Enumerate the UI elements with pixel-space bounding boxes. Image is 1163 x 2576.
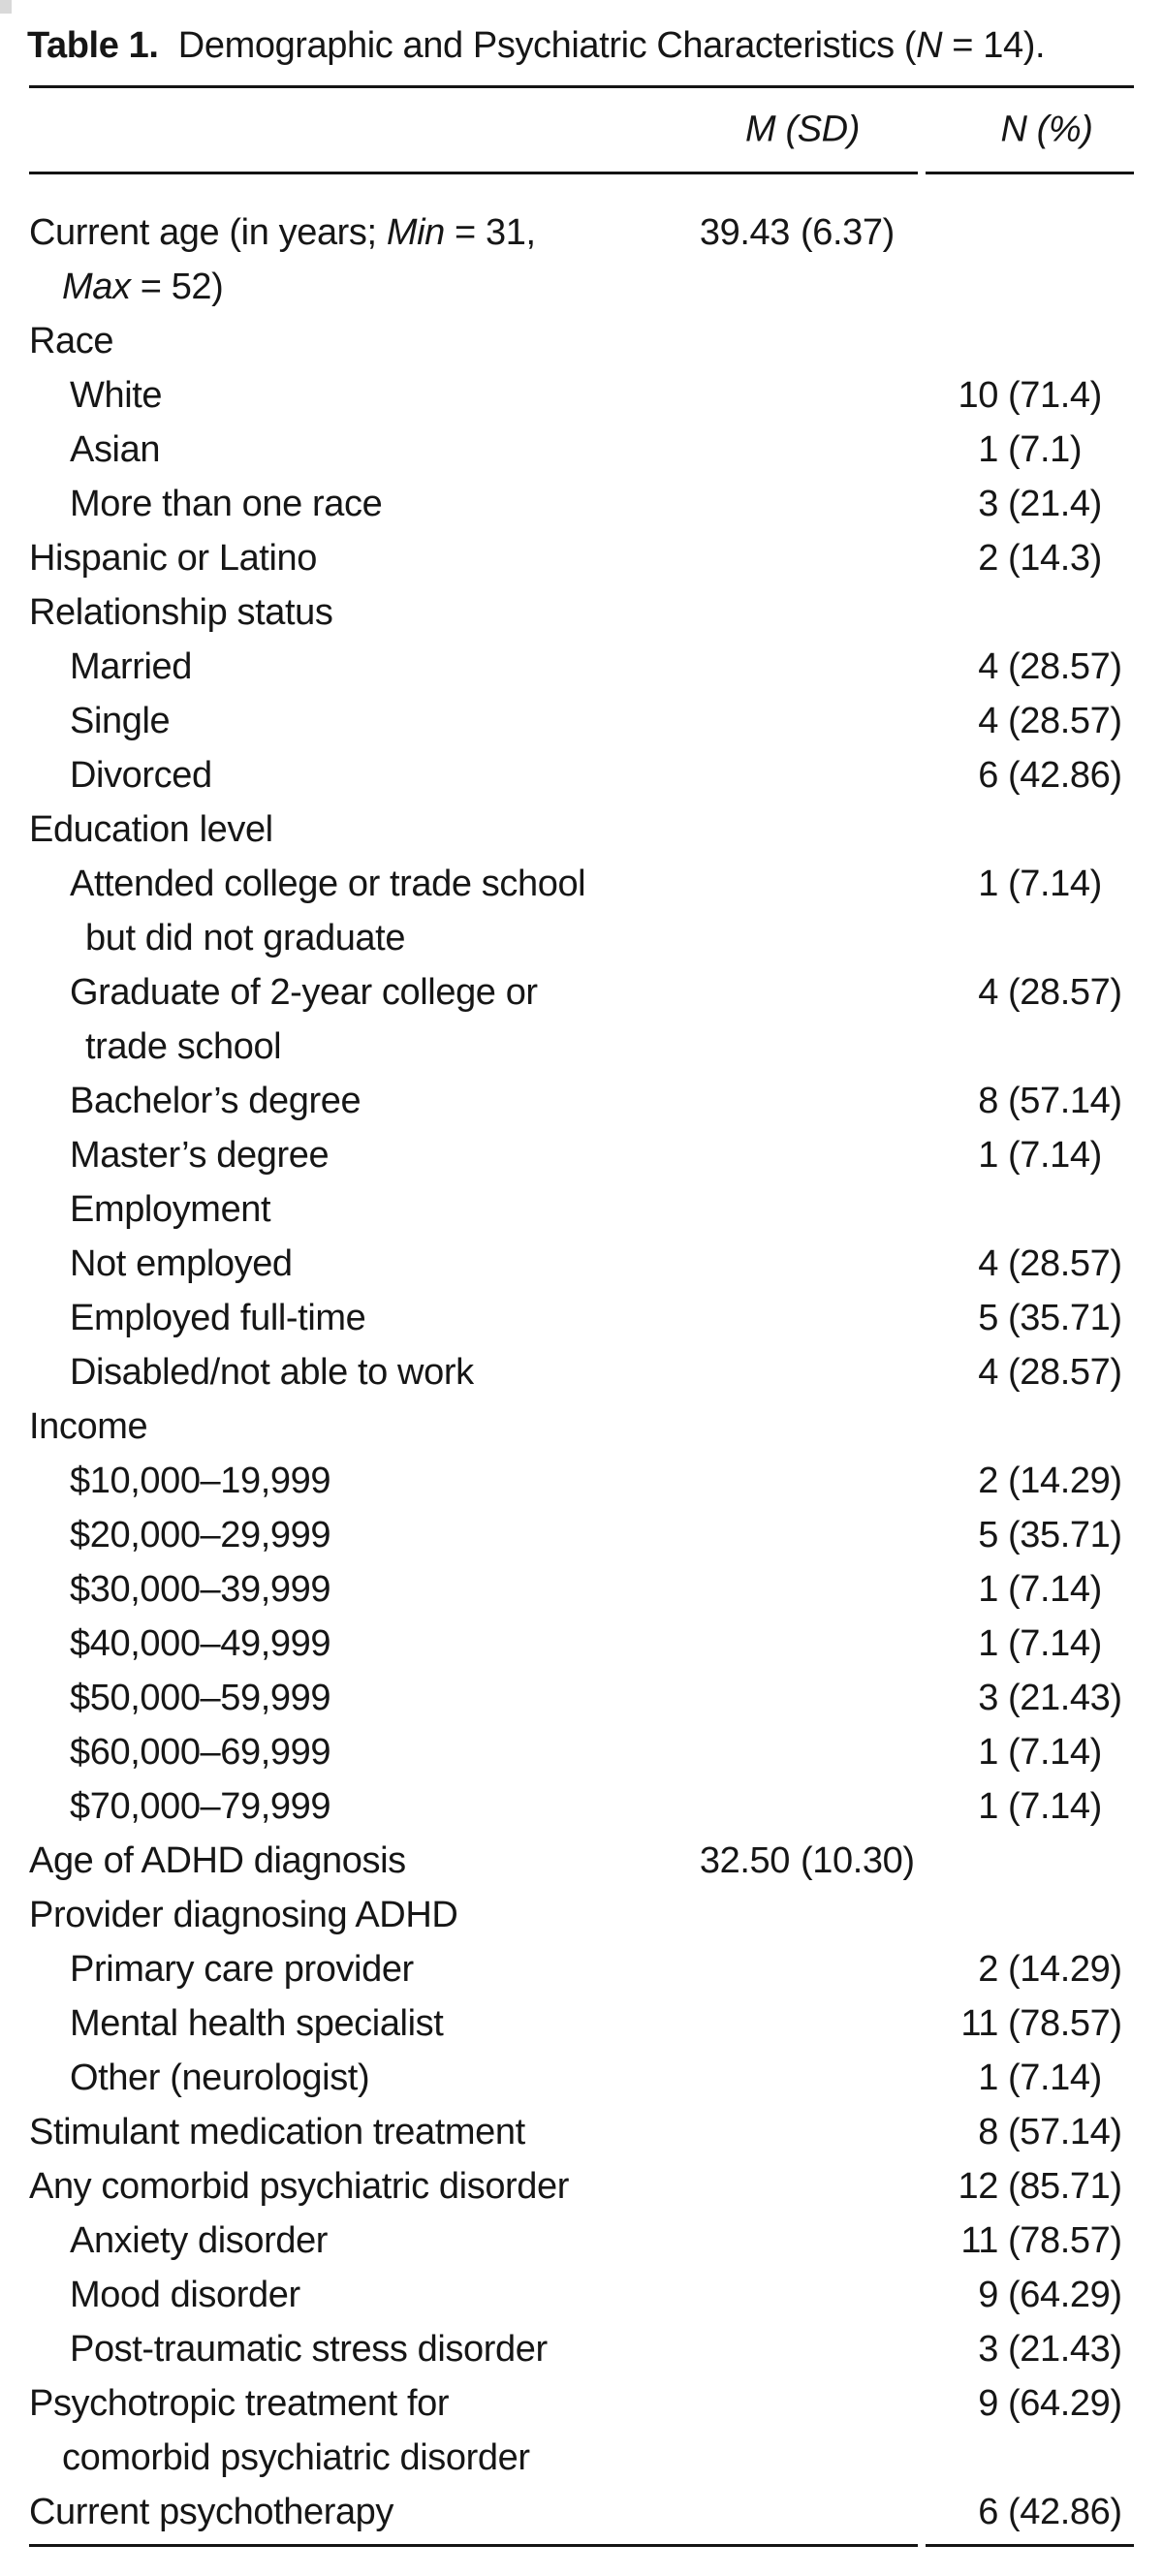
table-row: [29, 1074, 1134, 1128]
column-header-m-sd: M (SD): [745, 109, 860, 150]
m-value-number: 39.43: [699, 212, 790, 253]
table-row: [29, 1454, 1134, 1508]
header-rule-left-segment: [29, 172, 918, 174]
table-row: [29, 314, 1134, 368]
text-run: Provider diagnosing ADHD: [29, 1895, 458, 1935]
text-run: Hispanic or Latino: [29, 538, 317, 579]
table-row: [29, 2376, 1134, 2485]
row-label: [29, 205, 1134, 260]
row-label: [29, 314, 1134, 368]
n-value-paren: (64.29): [1008, 2383, 1122, 2424]
n-value-number: 11: [960, 2220, 998, 2261]
text-run: Min: [386, 212, 445, 253]
row-label: [29, 531, 1134, 585]
n-value-number: 1: [978, 1135, 998, 1176]
n-value-number: 11: [960, 2003, 998, 2044]
n-value-number: 2: [978, 538, 998, 579]
bottom-rule-right-segment: [926, 2544, 1134, 2547]
n-value-number: 9: [978, 2383, 998, 2424]
n-value-number: 1: [978, 1786, 998, 1827]
text-run: Psychotropic treatment for: [29, 2383, 450, 2424]
table-row: [29, 477, 1134, 531]
table-row: [29, 368, 1134, 423]
n-value-paren: (78.57): [1008, 2003, 1122, 2044]
table-row: [29, 2485, 1134, 2539]
n-value-paren: (85.71): [1008, 2166, 1122, 2207]
n-value-paren: (7.1): [1008, 429, 1083, 470]
text-run: comorbid psychiatric disorder: [62, 2437, 530, 2478]
text-run: Bachelor’s degree: [70, 1081, 361, 1121]
row-label: [29, 1888, 1134, 1942]
text-run: $50,000–59,999: [70, 1678, 331, 1718]
table-bottom-rule: [29, 2544, 1134, 2547]
table-row: [29, 531, 1134, 585]
text-run: Divorced: [70, 755, 212, 796]
table-row: [29, 2268, 1134, 2322]
n-value-paren: (42.86): [1008, 2492, 1122, 2532]
n-value-number: 3: [978, 2329, 998, 2370]
text-run: Post-traumatic stress disorder: [70, 2329, 548, 2370]
n-value-paren: (57.14): [1008, 2112, 1122, 2152]
table-row: [29, 1291, 1134, 1345]
table-row: [29, 2322, 1134, 2376]
table-row: [29, 1779, 1134, 1834]
text-run: but did not graduate: [85, 918, 406, 958]
n-value-number: 1: [978, 1569, 998, 1610]
bottom-rule-left-segment: [29, 2544, 918, 2547]
m-value-number: 32.50: [699, 1840, 790, 1881]
n-value-paren: (35.71): [1008, 1515, 1122, 1555]
n-value-number: 6: [978, 2492, 998, 2532]
n-value-number: 8: [978, 2112, 998, 2152]
text-run: = 31,: [444, 212, 536, 253]
row-label: [29, 748, 1134, 802]
row-label: [29, 1508, 1134, 1562]
text-run: trade school: [85, 1026, 282, 1067]
n-value-number: 5: [978, 1515, 998, 1555]
text-run: Demographic and Psychiatric Characteristics (: [158, 25, 917, 66]
table-row: [29, 1671, 1134, 1725]
n-value-paren: (7.14): [1008, 1732, 1102, 1773]
row-label: [29, 1074, 1134, 1128]
table-row: [29, 1508, 1134, 1562]
text-run: = 52): [130, 267, 224, 307]
row-label: [29, 1291, 1134, 1345]
n-value-paren: (14.29): [1008, 1949, 1122, 1990]
table-row: [29, 965, 1134, 1074]
row-label: [29, 1020, 1134, 1074]
bottom-rule-gap: [918, 2544, 926, 2547]
row-label: [29, 911, 1134, 965]
n-value-paren: (42.86): [1008, 755, 1122, 796]
text-run: Asian: [70, 429, 161, 470]
n-value-paren: (71.4): [1008, 375, 1102, 416]
text-run: Married: [70, 646, 193, 687]
header-rule-gap: [918, 172, 926, 174]
table-row: [29, 1345, 1134, 1399]
text-run: = 14).: [942, 25, 1046, 66]
table-row: [29, 2159, 1134, 2214]
text-run: Income: [29, 1406, 148, 1447]
table-row: [29, 2105, 1134, 2159]
row-label: [29, 1942, 1134, 1996]
text-run: Disabled/not able to work: [70, 1352, 474, 1393]
column-header-n-pct: N (%): [1000, 109, 1093, 150]
n-value-paren: (21.4): [1008, 484, 1102, 524]
n-value-number: 1: [978, 864, 998, 904]
n-value-number: 3: [978, 484, 998, 524]
text-run: Stimulant medication treatment: [29, 2112, 525, 2152]
m-value-paren: (10.30): [801, 1840, 915, 1881]
n-value-paren: (7.14): [1008, 1623, 1102, 1664]
header-rule: [29, 172, 1134, 174]
n-value-paren: (64.29): [1008, 2275, 1122, 2315]
n-value-number: 3: [978, 1678, 998, 1718]
n-value-paren: (7.14): [1008, 2058, 1102, 2098]
n-value-number: 1: [978, 1623, 998, 1664]
table-row: [29, 1834, 1134, 1888]
table-row: [29, 1399, 1134, 1454]
row-label: [29, 857, 1134, 911]
n-value-paren: (28.57): [1008, 972, 1122, 1013]
table-row: [29, 640, 1134, 694]
row-label: [29, 1671, 1134, 1725]
n-value-number: 8: [978, 1081, 998, 1121]
text-run: More than one race: [70, 484, 383, 524]
n-value-number: 4: [978, 1352, 998, 1393]
row-label: [29, 965, 1134, 1020]
n-value-paren: (7.14): [1008, 1569, 1102, 1610]
n-value-number: 4: [978, 972, 998, 1013]
table-header-row: [29, 88, 1134, 172]
n-value-paren: (35.71): [1008, 1298, 1122, 1338]
text-run: Employment: [70, 1189, 271, 1230]
table-row: [29, 802, 1134, 857]
table-title: [27, 21, 1147, 70]
n-value-number: 10: [958, 375, 998, 416]
table-body: [29, 205, 1134, 2539]
row-label: [29, 1834, 1134, 1888]
row-label: [29, 2268, 1134, 2322]
table-row: [29, 2214, 1134, 2268]
text-run: Not employed: [70, 1243, 293, 1284]
n-value-number: 2: [978, 1461, 998, 1501]
table-row: [29, 1888, 1134, 1942]
table-row: [29, 1996, 1134, 2051]
table-row: [29, 1182, 1134, 1237]
n-value-paren: (14.3): [1008, 538, 1102, 579]
n-value-paren: (28.57): [1008, 701, 1122, 741]
table-row: [29, 748, 1134, 802]
text-run: $10,000–19,999: [70, 1461, 331, 1501]
table-row: [29, 1562, 1134, 1617]
text-run: Relationship status: [29, 592, 333, 633]
text-run: Max: [62, 267, 131, 307]
n-value-number: 9: [978, 2275, 998, 2315]
text-run: $60,000–69,999: [70, 1732, 331, 1773]
n-value-number: 1: [978, 1732, 998, 1773]
n-value-number: 5: [978, 1298, 998, 1338]
row-label: [29, 640, 1134, 694]
table-row: [29, 1942, 1134, 1996]
n-value-number: 6: [978, 755, 998, 796]
text-run: Other (neurologist): [70, 2058, 370, 2098]
row-label: [29, 1779, 1134, 1834]
text-run: Single: [70, 701, 171, 741]
header-rule-right-segment: [926, 172, 1134, 174]
table-row: [29, 1725, 1134, 1779]
text-run: Attended college or trade school: [70, 864, 586, 904]
row-label: [29, 2322, 1134, 2376]
n-value-paren: (7.14): [1008, 1786, 1102, 1827]
n-value-number: 1: [978, 429, 998, 470]
text-run: Race: [29, 321, 114, 361]
table-row: [29, 1617, 1134, 1671]
text-run: $40,000–49,999: [70, 1623, 331, 1664]
n-value-number: 12: [958, 2166, 998, 2207]
table-row: [29, 857, 1134, 965]
text-run: Primary care provider: [70, 1949, 414, 1990]
row-label: [29, 694, 1134, 748]
n-value-paren: (28.57): [1008, 1243, 1122, 1284]
text-run: Anxiety disorder: [70, 2220, 329, 2261]
text-run: $70,000–79,999: [70, 1786, 331, 1827]
row-label: [29, 802, 1134, 857]
row-label: [29, 1454, 1134, 1508]
n-value-number: 4: [978, 646, 998, 687]
n-value-number: 1: [978, 2058, 998, 2098]
m-value-paren: (6.37): [801, 212, 895, 253]
text-run: $20,000–29,999: [70, 1515, 331, 1555]
row-label: [29, 260, 1134, 314]
n-value-paren: (57.14): [1008, 1081, 1122, 1121]
table-row: [29, 1128, 1134, 1182]
text-run: Master’s degree: [70, 1135, 330, 1176]
text-run: Current age (in years;: [29, 212, 387, 253]
table-row: [29, 423, 1134, 477]
row-label: [29, 2105, 1134, 2159]
scan-artifact: [0, 0, 12, 14]
row-label: [29, 1182, 1134, 1237]
row-label: [29, 1562, 1134, 1617]
row-label: [29, 585, 1134, 640]
n-value-number: 2: [978, 1949, 998, 1990]
text-run: N: [916, 25, 943, 66]
row-label: [29, 1399, 1134, 1454]
row-label: [29, 1237, 1134, 1291]
table-row: [29, 585, 1134, 640]
text-run: Mood disorder: [70, 2275, 300, 2315]
n-value-number: 4: [978, 701, 998, 741]
text-run: Employed full-time: [70, 1298, 366, 1338]
n-value-paren: (21.43): [1008, 1678, 1122, 1718]
table-row: [29, 1237, 1134, 1291]
text-run: Current psychotherapy: [29, 2492, 394, 2532]
table-row: [29, 694, 1134, 748]
row-label: [29, 1617, 1134, 1671]
n-value-paren: (28.57): [1008, 1352, 1122, 1393]
n-value-number: 4: [978, 1243, 998, 1284]
table-row: [29, 2051, 1134, 2105]
row-label: [29, 2485, 1134, 2539]
row-label: [29, 2376, 1134, 2431]
row-label: [29, 477, 1134, 531]
row-label: [29, 1345, 1134, 1399]
text-run: White: [70, 375, 163, 416]
text-run: Mental health specialist: [70, 2003, 444, 2044]
row-label: [29, 1725, 1134, 1779]
text-run: $30,000–39,999: [70, 1569, 331, 1610]
n-value-paren: (7.14): [1008, 864, 1102, 904]
row-label: [29, 2431, 1134, 2485]
row-label: [29, 2051, 1134, 2105]
text-run: Graduate of 2-year college or: [70, 972, 538, 1013]
row-label: [29, 423, 1134, 477]
n-value-paren: (7.14): [1008, 1135, 1102, 1176]
text-run: Any comorbid psychiatric disorder: [29, 2166, 570, 2207]
text-run: Education level: [29, 809, 273, 850]
text-run: Table 1.: [27, 25, 159, 66]
n-value-paren: (14.29): [1008, 1461, 1122, 1501]
text-run: Age of ADHD diagnosis: [29, 1840, 406, 1881]
row-label: [29, 1128, 1134, 1182]
n-value-paren: (28.57): [1008, 646, 1122, 687]
n-value-paren: (21.43): [1008, 2329, 1122, 2370]
n-value-paren: (78.57): [1008, 2220, 1122, 2261]
table-row: [29, 205, 1134, 314]
